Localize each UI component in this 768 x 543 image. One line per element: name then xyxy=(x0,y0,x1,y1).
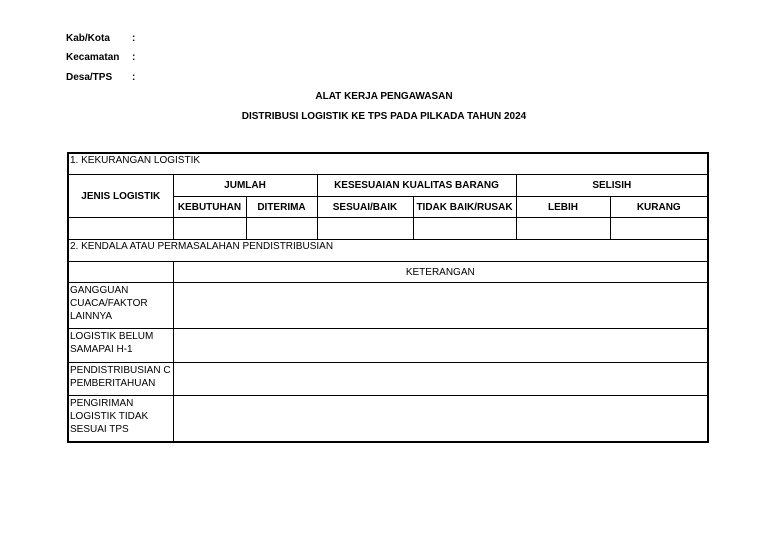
kendala-keterangan-cell[interactable] xyxy=(173,329,708,363)
section-1-title: 1. KEKURANGAN LOGISTIK xyxy=(68,153,708,175)
col-diterima: DITERIMA xyxy=(246,197,317,218)
field-label: Desa/TPS xyxy=(66,72,113,83)
kendala-label: GANGGUAN CUACA/FAKTOR LAINNYA xyxy=(68,283,173,329)
field-label: Kab/Kota xyxy=(66,33,110,44)
kendala-row xyxy=(68,329,708,363)
document-title: ALAT KERJA PENGAWASAN xyxy=(315,91,453,102)
keterangan-header-row xyxy=(68,262,708,283)
header-row-1 xyxy=(68,175,708,197)
field-label: Kecamatan xyxy=(66,52,120,63)
keterangan-blank-cell xyxy=(68,262,173,283)
kendala-label: LOGISTIK BELUM SAMAPAI H-1 xyxy=(68,329,173,363)
col-sesuai-baik: SESUAI/BAIK xyxy=(317,197,413,218)
form-table xyxy=(67,152,709,443)
col-lebih: LEBIH xyxy=(516,197,610,218)
section-2-title: 2. KENDALA ATAU PERMASALAHAN PENDISTRIBUSIAN xyxy=(68,240,708,262)
document-subtitle: DISTRIBUSI LOGISTIK KE TPS PADA PILKADA TAHUN 2024 xyxy=(241,111,527,122)
section-2-row xyxy=(68,240,708,262)
col-selisih: SELISIH xyxy=(516,175,708,197)
header-field-kab-kota xyxy=(66,33,135,44)
field-separator: : xyxy=(132,33,136,44)
kendala-row xyxy=(68,283,708,329)
header-field-kecamatan xyxy=(66,52,135,63)
section-1-row xyxy=(68,153,708,175)
col-jumlah: JUMLAH xyxy=(173,175,317,197)
col-jenis-logistik: JENIS LOGISTIK xyxy=(68,175,173,218)
cell-kebutuhan[interactable] xyxy=(173,218,246,240)
cell-kurang[interactable] xyxy=(610,218,708,240)
col-kurang: KURANG xyxy=(610,197,708,218)
col-kesesuaian: KESESUAIAN KUALITAS BARANG xyxy=(317,175,516,197)
cell-diterima[interactable] xyxy=(246,218,317,240)
col-tidak-baik-rusak: TIDAK BAIK/RUSAK xyxy=(413,197,516,218)
kendala-keterangan-cell[interactable] xyxy=(173,363,708,396)
data-row-empty xyxy=(68,218,708,240)
kendala-keterangan-cell[interactable] xyxy=(173,396,708,442)
cell-lebih[interactable] xyxy=(516,218,610,240)
header-field-desa-tps xyxy=(66,72,135,83)
kendala-row xyxy=(68,363,708,396)
cell-tidak-baik-rusak[interactable] xyxy=(413,218,516,240)
cell-jenis-logistik[interactable] xyxy=(68,218,173,240)
kendala-label: PENGIRIMAN LOGISTIK TIDAK SESUAI TPS xyxy=(68,396,173,442)
field-separator: : xyxy=(132,72,136,83)
kendala-keterangan-cell[interactable] xyxy=(173,283,708,329)
col-kebutuhan: KEBUTUHAN xyxy=(173,197,246,218)
cell-sesuai-baik[interactable] xyxy=(317,218,413,240)
kendala-row xyxy=(68,396,708,442)
col-keterangan: KETERANGAN xyxy=(173,262,708,283)
kendala-label: PENDISTRIBUSIAN C PEMBERITAHUAN xyxy=(68,363,173,396)
field-separator: : xyxy=(132,52,136,63)
